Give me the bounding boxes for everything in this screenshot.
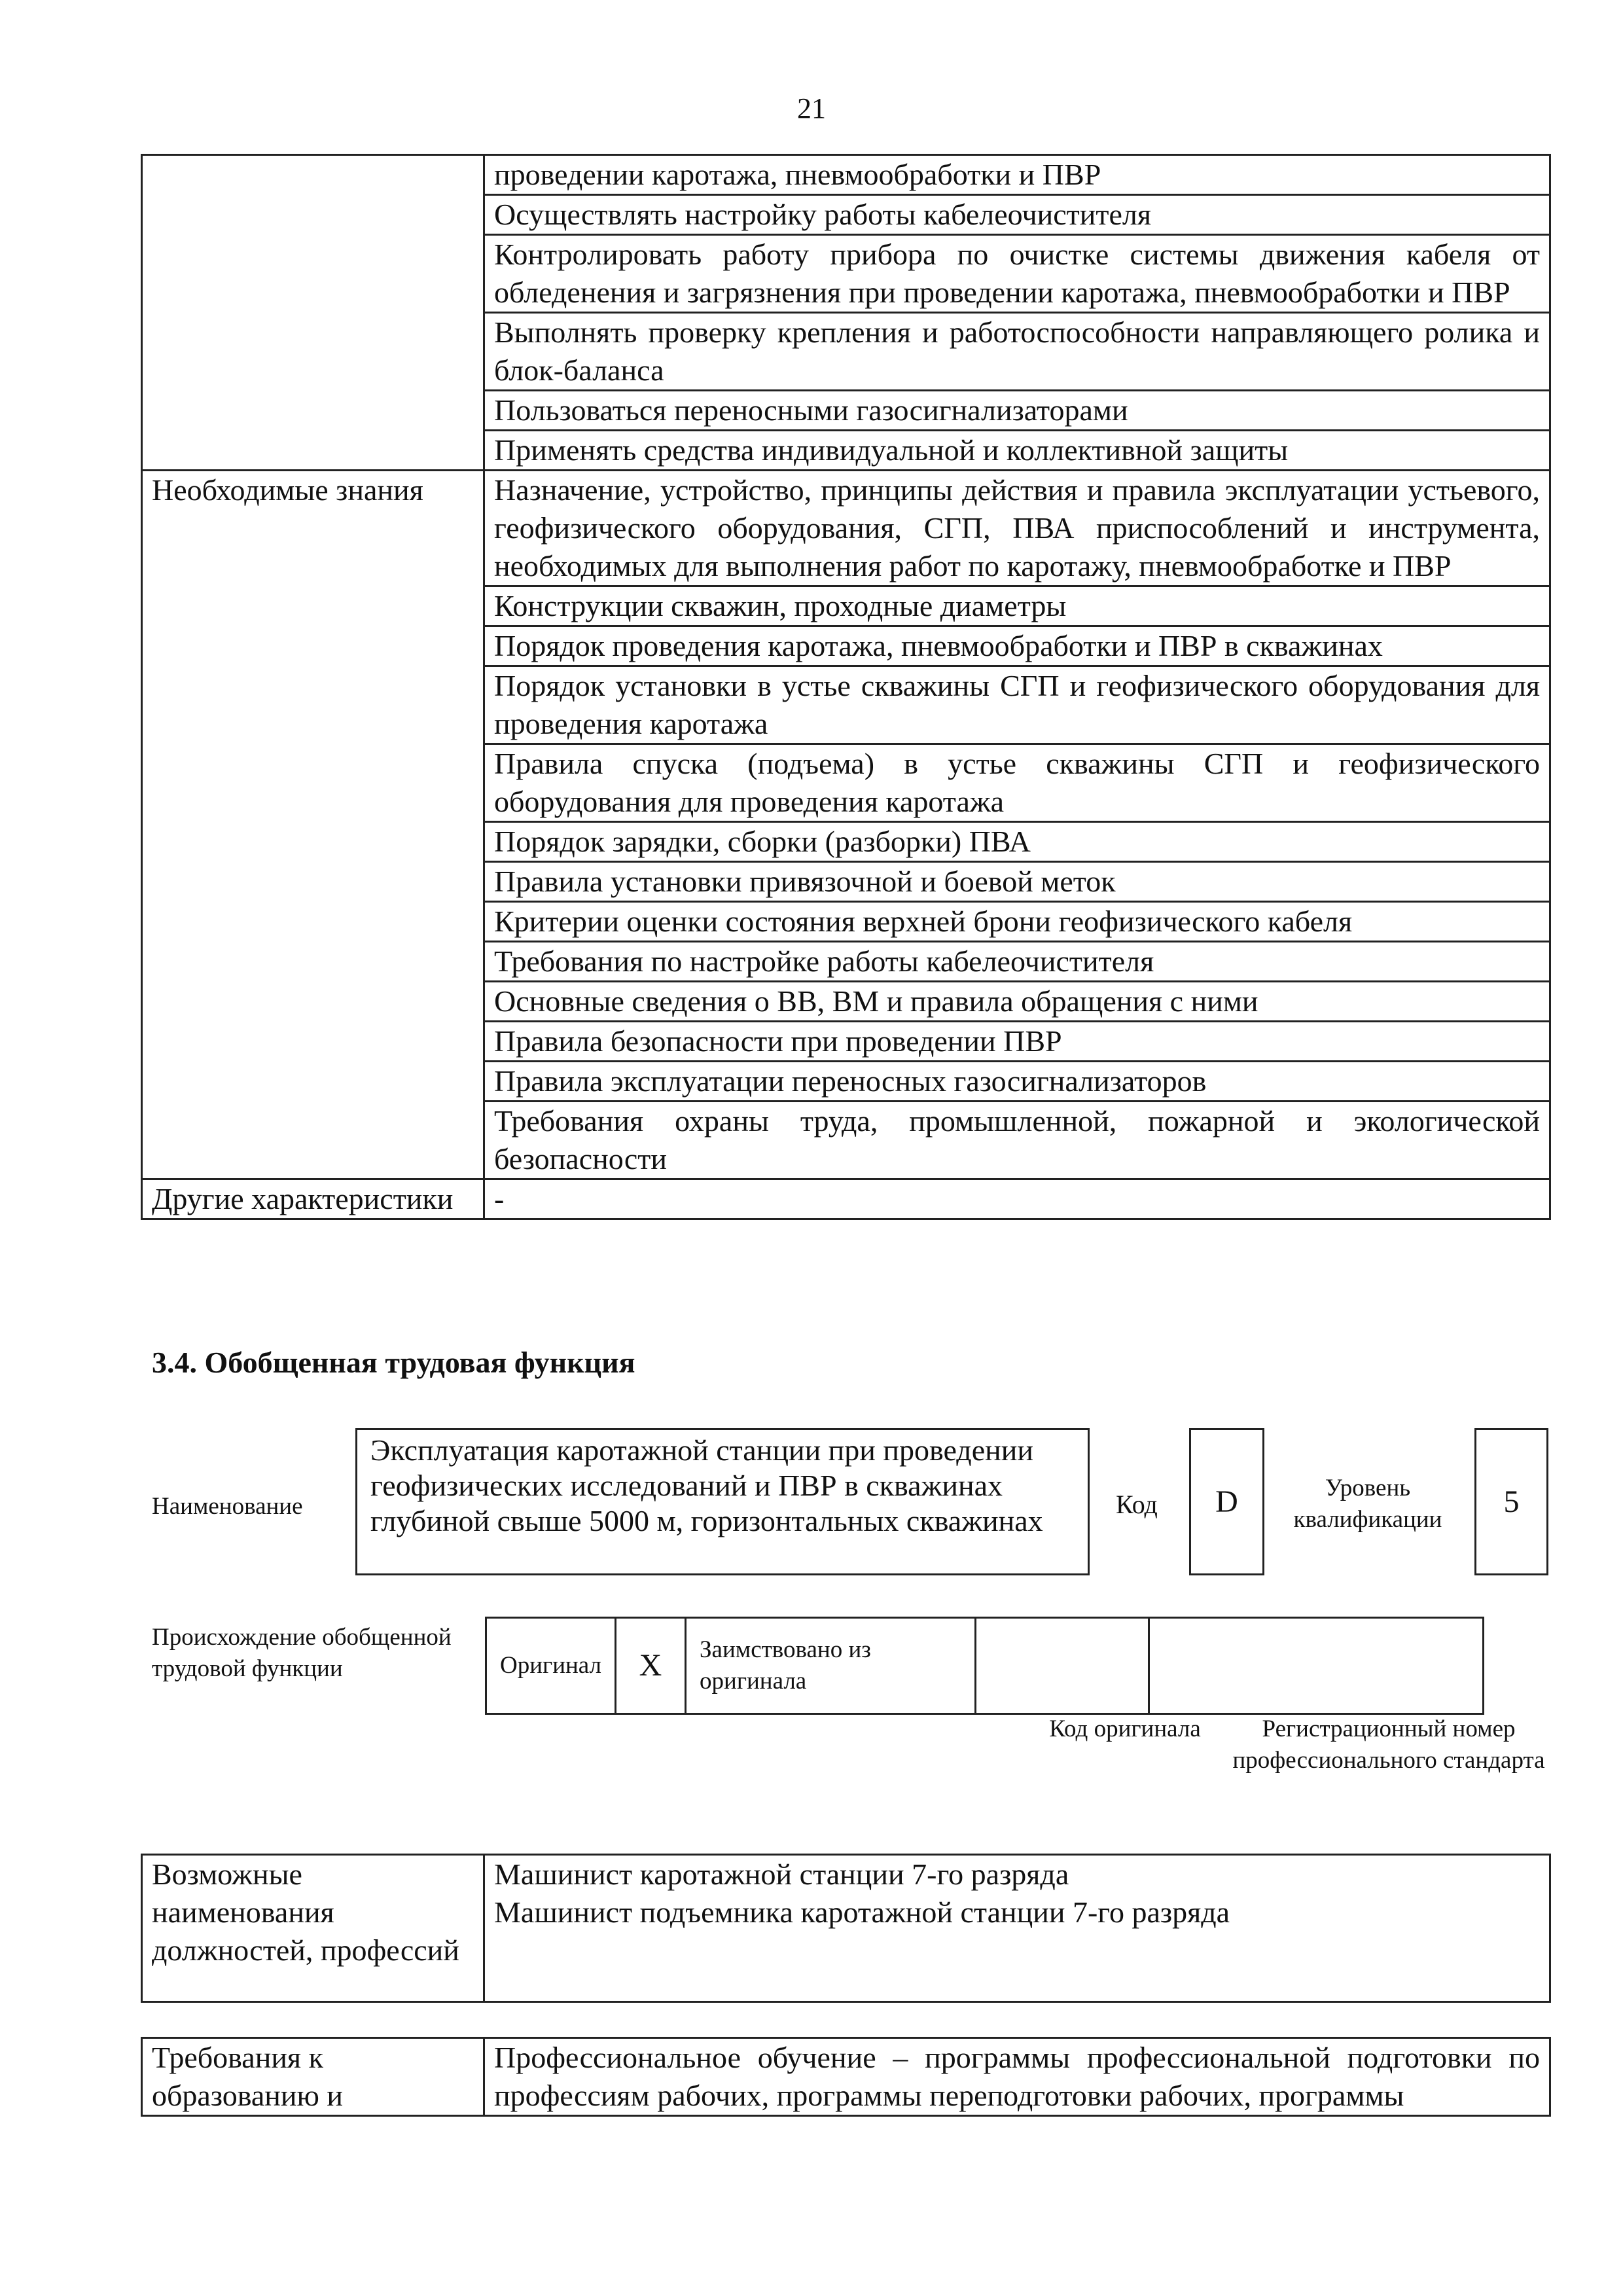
skills-knowledge-table [141,154,1551,1220]
knowledge-item: Критерии оценки состояния верхней брони геофизического кабеля [484,902,1550,942]
knowledge-item: Назначение, устройство, принципы действия и правила эксплуатации устьевого, геофизического оборудования, СГП, ПВА приспособлений и инструмента, необходимых для выполнения работ по каротажу, пневмообработке и ПВР [484,471,1550,586]
skills-label-cell [142,155,484,471]
knowledge-item: Конструкции скважин, проходные диаметры [484,586,1550,626]
knowledge-item: Правила спуска (подъема) в устье скважины СГП и геофизического оборудования для проведения каротажа [484,744,1550,822]
section-heading: 3.4. Обобщенная трудовая функция [152,1346,635,1379]
table-row [142,2038,1550,2116]
other-characteristics-value: - [484,1179,1550,1219]
reg-number-cell [1149,1618,1484,1714]
knowledge-item: Требования охраны труда, промышленной, пожарной и экологической безопасности [484,1102,1550,1179]
table-row [142,471,1550,586]
skill-item: проведении каротажа, пневмообработки и ПВР [484,155,1550,195]
skill-item: Применять средства индивидуальной и коллективной защиты [484,431,1550,471]
education-label: Требования к образованию и [142,2038,484,2116]
education-value: Профессиональное обучение – программы профессиональной подготовки по профессиям рабочих, программы переподготовки рабочих, программы [484,2038,1550,2116]
knowledge-item: Правила эксплуатации переносных газосигнализаторов [484,1062,1550,1102]
table-row [142,1179,1550,1219]
position-item: Машинист подъемника каротажной станции 7-го разряда [494,1895,1230,1929]
table-row [142,1855,1550,2002]
positions-table [141,1854,1551,2003]
knowledge-item: Порядок зарядки, сборки (разборки) ПВА [484,822,1550,862]
other-characteristics-label: Другие характеристики [142,1179,484,1219]
gtf-code-label: Код [1116,1490,1158,1519]
table-row [486,1618,1484,1714]
original-mark: X [616,1618,686,1714]
education-table [141,2037,1551,2117]
positions-values [484,1855,1550,2002]
knowledge-label: Необходимые знания [142,471,484,1179]
skill-item: Выполнять проверку крепления и работоспособности направляющего ролика и блок-баланса [484,313,1550,391]
knowledge-item: Основные сведения о ВВ, ВМ и правила обращения с ними [484,982,1550,1022]
reg-number-label: Регистрационный номер профессионального стандарта [1232,1715,1545,1774]
original-code-label: Код оригинала [1049,1715,1201,1742]
gtf-name-label: Наименование [152,1493,303,1520]
knowledge-item: Требования по настройке работы кабелеочистителя [484,942,1550,982]
table-row [142,155,1550,195]
knowledge-item: Порядок проведения каротажа, пневмообработки и ПВР в скважинах [484,626,1550,666]
skill-item: Пользоваться переносными газосигнализаторами [484,391,1550,431]
page-number: 21 [797,92,826,124]
original-code-cell [976,1618,1149,1714]
origin-table [485,1617,1484,1715]
knowledge-item: Правила установки привязочной и боевой меток [484,862,1550,902]
original-label: Оригинал [486,1618,616,1714]
origin-label: Происхождение обобщенной трудовой функции [152,1624,452,1682]
skill-item: Контролировать работу прибора по очистке системы движения кабеля от обледенения и загрязнения при проведении каротажа, пневмообработки и ПВР [484,235,1550,313]
skill-item: Осуществлять настройку работы кабелеочистителя [484,195,1550,235]
knowledge-item: Правила безопасности при проведении ПВР [484,1022,1550,1062]
knowledge-item: Порядок установки в устье скважины СГП и геофизического оборудования для проведения каротажа [484,666,1550,744]
borrowed-label: Заимствовано из оригинала [686,1618,976,1714]
qualification-level-label: Уровень квалификации [1293,1475,1442,1533]
gtf-code-box: D [1189,1428,1264,1575]
position-item: Машинист каротажной станции 7-го разряда [494,1857,1069,1891]
qualification-level-box: 5 [1474,1428,1548,1575]
gtf-name-box: Эксплуатация каротажной станции при проведении геофизических исследований и ПВР в скважинах глубиной свыше 5000 м, горизонтальных скважинах [355,1428,1090,1575]
positions-label: Возможные наименования должностей, профессий [142,1855,484,2002]
